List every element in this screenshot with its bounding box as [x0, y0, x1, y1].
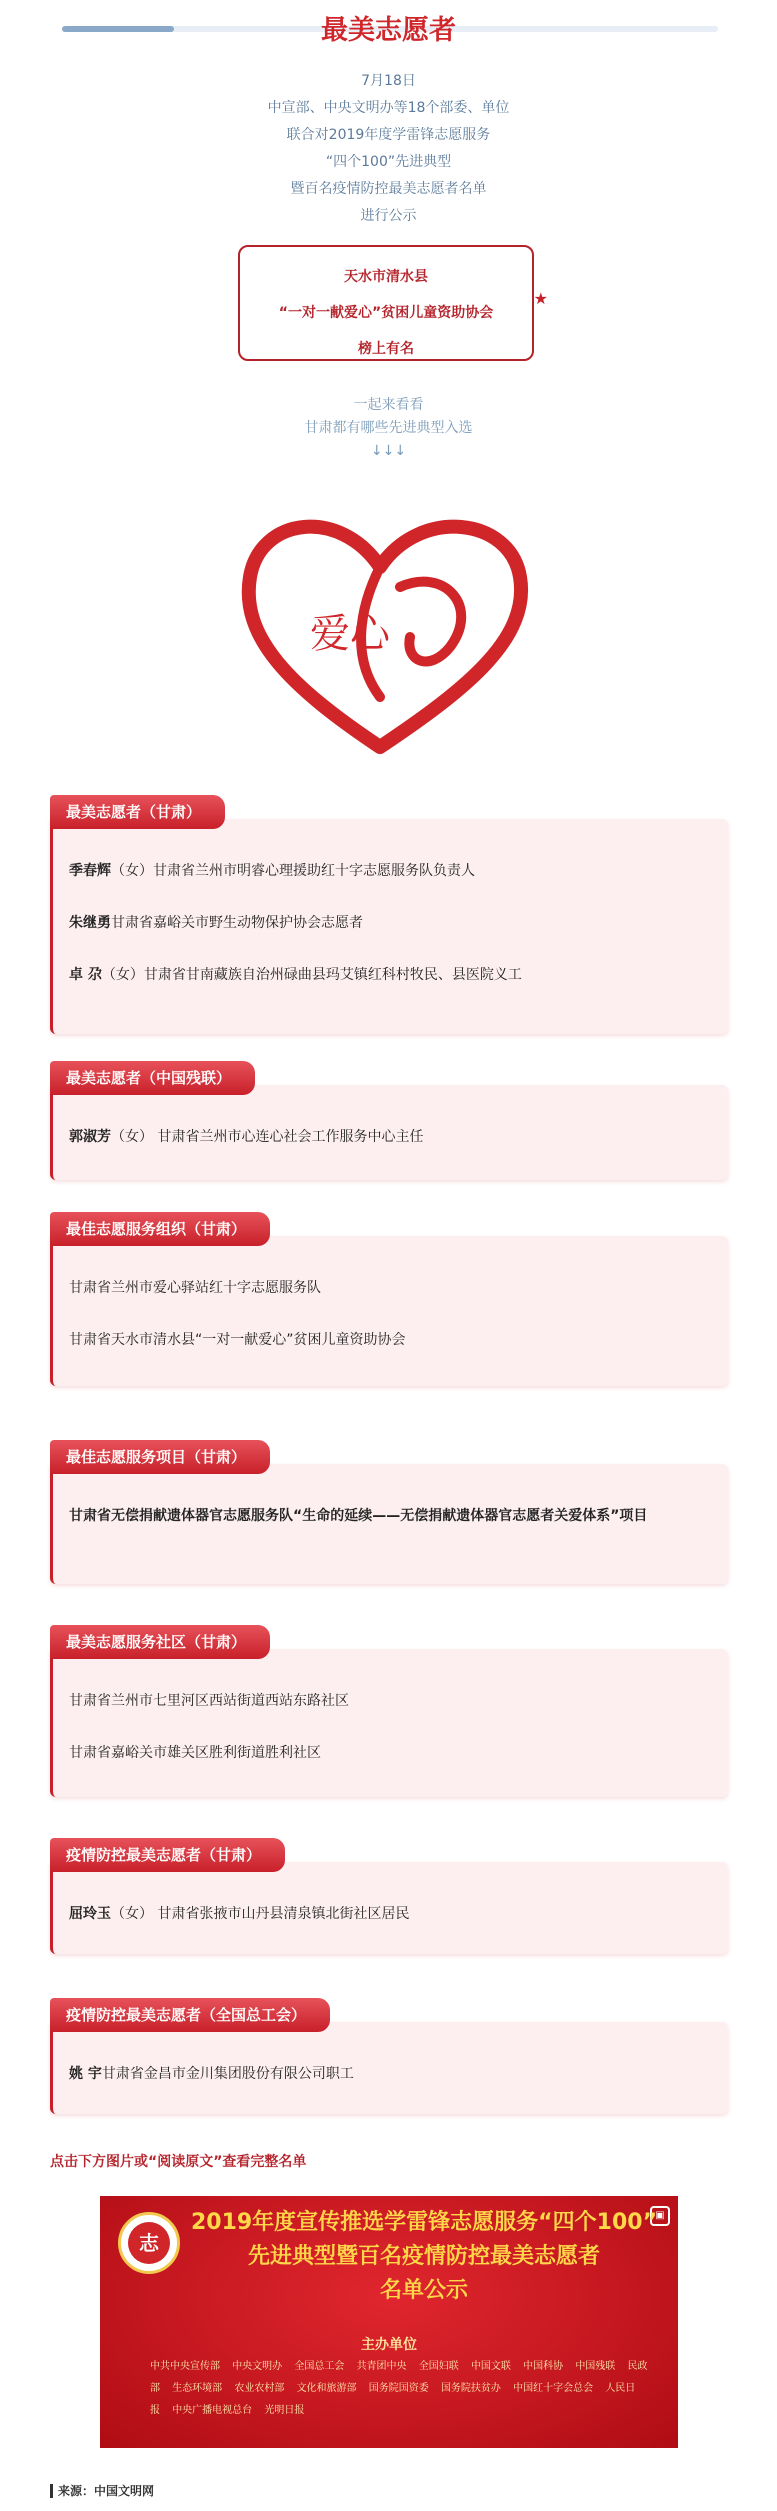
list-item: 甘肃省兰州市爱心驿站红十字志愿服务队 — [69, 1280, 321, 1296]
section-label: 最美志愿者（甘肃） — [50, 795, 225, 829]
sponsor-item: 民政部 — [150, 2361, 648, 2394]
honor-line: 榜上有名 — [358, 341, 414, 357]
entry-name: 季春辉 — [69, 863, 111, 879]
entry-detail: （女） 甘肃省兰州市心连心社会工作服务中心主任 — [111, 1129, 424, 1145]
intro-line: 暨百名疫情防控最美志愿者名单 — [290, 181, 487, 197]
sponsor-item: 国务院扶贫办 — [440, 2383, 501, 2394]
sponsor-label: 主办单位 — [361, 2337, 417, 2353]
sponsor-item: 中国科协 — [523, 2361, 564, 2372]
banner-title-line: 名单公示 — [379, 2278, 468, 2303]
volunteer-heart-logo — [230, 497, 540, 767]
section-label: 最佳志愿服务组织（甘肃） — [50, 1212, 270, 1246]
qr-icon: ▣ — [650, 2206, 670, 2226]
sponsor-item: 文化和旅游部 — [296, 2383, 357, 2394]
sponsor-item: 农业农村部 — [234, 2383, 285, 2394]
lookup-line: 甘肃都有哪些先进典型入选 — [304, 420, 473, 436]
list-item: 甘肃省天水市清水县“一对一献爱心”贫困儿童资助协会 — [69, 1332, 406, 1348]
entry-detail: 甘肃省金昌市金川集团股份有限公司职工 — [101, 2066, 354, 2082]
section-panel — [50, 1649, 728, 1797]
entry-detail: （女）甘肃省甘南藏族自治州碌曲县玛艾镇红科村牧民、县医院义工 — [101, 967, 522, 983]
entry-detail: 甘肃省嘉峪关市野生动物保护协会志愿者 — [111, 915, 363, 931]
star-icon: ★ — [533, 289, 548, 308]
sponsor-item: 中央文明办 — [232, 2361, 283, 2372]
sponsor-item: 全国总工会 — [294, 2361, 345, 2372]
intro-line: 进行公示 — [360, 208, 417, 224]
sponsor-item: 中共中央宣传部 — [150, 2361, 220, 2372]
section-panel — [50, 819, 728, 1034]
full-list-banner[interactable] — [100, 2196, 678, 2448]
sponsor-item: 生态环境部 — [172, 2383, 223, 2394]
section-label: 疫情防控最美志愿者（全国总工会） — [50, 1998, 330, 2032]
section-panel — [50, 1464, 728, 1584]
entry-name: 屈玲玉 — [69, 1906, 111, 1922]
emblem-text: 志 — [128, 2222, 170, 2264]
page-title: 最美志愿者 — [321, 15, 456, 46]
list-item: 甘肃省嘉峪关市雄关区胜利街道胜利社区 — [69, 1745, 321, 1761]
emblem-icon — [118, 2212, 180, 2274]
entry-name: 郭淑芳 — [69, 1129, 111, 1145]
entry-name: 卓 尕 — [69, 967, 102, 983]
section-label: 最佳志愿服务项目（甘肃） — [50, 1440, 270, 1474]
honor-box — [238, 245, 548, 361]
list-item — [69, 845, 712, 897]
lookup-text — [0, 394, 777, 463]
intro-line: “四个100”先进典型 — [325, 154, 452, 170]
section-panel — [50, 1862, 728, 1954]
lookup-line: 一起来看看 — [353, 397, 424, 413]
entry-detail: （女） 甘肃省张掖市山丹县清泉镇北街社区居民 — [111, 1906, 410, 1922]
banner-title-line: 先进典型暨百名疫情防控最美志愿者 — [247, 2244, 600, 2269]
banner-title — [190, 2206, 658, 2308]
intro-line: 7月18日 — [361, 73, 416, 89]
sponsor-list — [150, 2356, 648, 2422]
honor-line: “一对一献爱心”贫困儿童资助协会 — [278, 305, 494, 321]
section-label: 最美志愿者（中国残联） — [50, 1061, 255, 1095]
source-credit: 来源：中国文明网 — [50, 2484, 154, 2498]
list-item: 甘肃省无偿捐献遗体器官志愿服务队“生命的延续——无偿捐献遗体器官志愿者关爱体系”项目 — [69, 1508, 648, 1524]
read-original-link[interactable]: 点击下方图片或“阅读原文”查看完整名单 — [50, 2154, 307, 2170]
list-item — [69, 897, 712, 949]
list-item — [69, 1888, 712, 1940]
list-item: 甘肃省兰州市七里河区西站街道西站东路社区 — [69, 1693, 349, 1709]
intro-line: 联合对2019年度学雷锋志愿服务 — [286, 127, 491, 143]
sponsor-item: 中国残联 — [575, 2361, 616, 2372]
entry-detail: （女）甘肃省兰州市明睿心理援助红十字志愿服务队负责人 — [111, 863, 475, 879]
section-label: 疫情防控最美志愿者（甘肃） — [50, 1838, 285, 1872]
sponsor-item: 中国文联 — [470, 2361, 511, 2372]
sponsor-item: 光明日报 — [264, 2405, 305, 2416]
sponsor-item: 人民日报 — [150, 2383, 636, 2416]
sponsor-item: 中国红十字会总会 — [513, 2383, 594, 2394]
sponsor-item: 全国妇联 — [418, 2361, 459, 2372]
entry-name: 姚 宇 — [69, 2066, 102, 2082]
list-item — [69, 949, 712, 1001]
honor-line: 天水市清水县 — [344, 269, 428, 285]
section-panel — [50, 1236, 728, 1386]
down-arrows-icon: ↓↓↓ — [370, 443, 407, 459]
sponsor-item: 共青团中央 — [356, 2361, 407, 2372]
list-item — [69, 1111, 712, 1163]
banner-title-line: 2019年度宣传推选学雷锋志愿服务“四个100” — [190, 2210, 658, 2235]
sponsor-item: 中央广播电视总台 — [172, 2405, 253, 2416]
list-item — [69, 2048, 712, 2100]
intro-line: 中宣部、中央文明办等18个部委、单位 — [267, 100, 510, 116]
section-label: 最美志愿服务社区（甘肃） — [50, 1625, 270, 1659]
sponsor-item: 国务院国资委 — [368, 2383, 429, 2394]
intro-text — [0, 68, 777, 230]
section-panel — [50, 1085, 728, 1180]
entry-name: 朱继勇 — [69, 915, 111, 931]
section-panel — [50, 2022, 728, 2114]
logo-glyph: 爱心 — [310, 611, 390, 657]
